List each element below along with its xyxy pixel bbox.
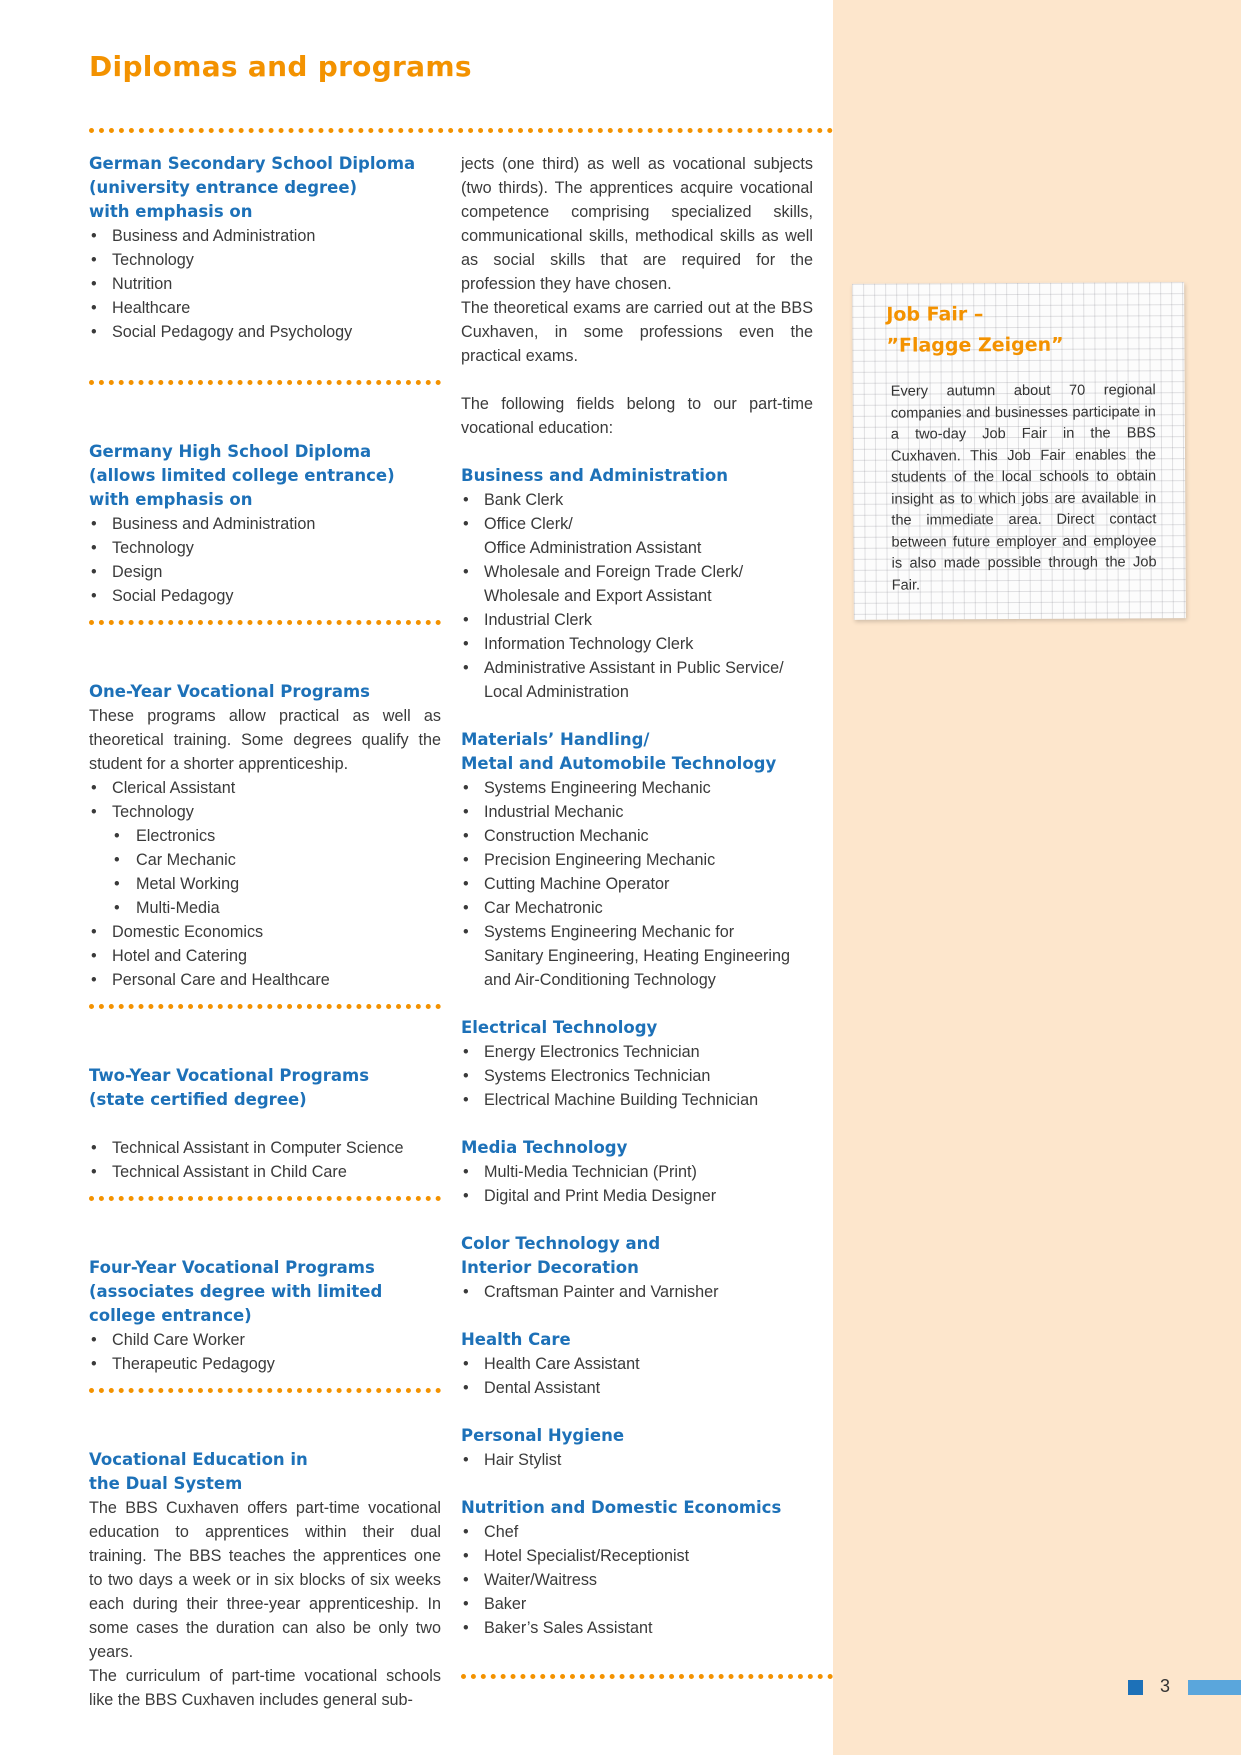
section-text: The curriculum of part-time vocational schools like the BBS Cuxhaven includes general sub- <box>89 1667 441 1709</box>
item-line: and Air-Conditioning Technology <box>484 971 716 989</box>
bullet-list <box>89 1136 441 1184</box>
list-item: • Design <box>89 560 441 584</box>
section-heading <box>89 1256 441 1328</box>
sub-bullet-list <box>89 824 441 920</box>
field-media <box>461 1136 813 1208</box>
page-number-marker <box>1128 1680 1143 1695</box>
page-number-bar <box>1188 1680 1241 1695</box>
list-item <box>461 632 813 656</box>
list-item <box>461 488 813 512</box>
list-item: • Technical Assistant in Child Care <box>89 1160 441 1184</box>
section-heading <box>89 1064 441 1112</box>
list-item: • Hotel and Catering <box>89 944 441 968</box>
bullet-list <box>461 1040 813 1112</box>
section-two-year-programs <box>89 1064 441 1184</box>
field-heading <box>461 728 813 776</box>
field-color <box>461 1232 813 1304</box>
bullet-list <box>461 1520 813 1640</box>
heading-line: Materials’ Handling/ <box>461 730 650 749</box>
item-line: • Administrative Assistant in Public Service/ <box>484 659 784 677</box>
field-heading: Health Care <box>461 1330 571 1349</box>
heading-line: Vocational Education in <box>89 1450 308 1469</box>
list-item: • Therapeutic Pedagogy <box>89 1352 441 1376</box>
list-item: • Digital and Print Media Designer <box>461 1184 813 1208</box>
item-line: • Systems Engineering Mechanic for <box>484 923 735 941</box>
field-materials <box>461 728 813 992</box>
list-item: • Technology <box>89 800 441 824</box>
list-item <box>461 608 813 632</box>
item-line: Wholesale and Export Assistant <box>484 587 712 605</box>
left-column <box>89 152 441 1712</box>
list-item: • Domestic Economics <box>89 920 441 944</box>
list-item: • Social Pedagogy <box>89 584 441 608</box>
list-item: • Systems Engineering Mechanic <box>461 776 813 800</box>
section-dual-system <box>89 1448 441 1712</box>
heading-line: (allows limited college entrance) <box>89 466 395 485</box>
field-hygiene <box>461 1424 813 1472</box>
job-fair-note <box>852 282 1186 620</box>
field-nutrition <box>461 1496 813 1640</box>
intro-text: jects (one third) as well as vocational subjects (two thirds). The apprentices acquire vocational competence comprising specialized skills, communicational skills, methodical skills as well as social skills that are required for the profession they have chosen. <box>461 155 813 293</box>
list-item: • Dental Assistant <box>461 1376 813 1400</box>
field-heading: Personal Hygiene <box>461 1426 625 1445</box>
list-item: • Energy Electronics Technician <box>461 1040 813 1064</box>
field-heading: Media Technology <box>461 1138 628 1157</box>
section-heading <box>89 1448 441 1496</box>
list-item: • Hair Stylist <box>461 1448 813 1472</box>
item-line: Office Administration Assistant <box>484 539 702 557</box>
bullet-list <box>461 1448 813 1472</box>
heading-line: college entrance) <box>89 1306 252 1325</box>
job-fair-text: Every autumn about 70 regional companies and businesses participate in a two-day Job Fair in the BBS Cuxhaven. This Job Fair enables the students of the local schools to obtain insight as to which jobs are available in the immediate area. Direct contact between future employer and employee is also made possible through the Job Fair. <box>890 382 1157 594</box>
bullet-list <box>461 1280 813 1304</box>
list-item: • Precision Engineering Mechanic <box>461 848 813 872</box>
list-item: • Child Care Worker <box>89 1328 441 1352</box>
item-line: Industrial Clerk <box>484 611 592 629</box>
list-item: • Baker <box>461 1592 813 1616</box>
section-high-school-diploma <box>89 440 441 608</box>
list-item: • Chef <box>461 1520 813 1544</box>
list-item: • Metal Working <box>89 872 441 896</box>
section-text: The BBS Cuxhaven offers part-time vocational education to apprentices within their dual training. The BBS teaches the apprentices one to two days a week or in six blocks of six weeks each during their three-year apprenticeship. In some cases the duration can also be only two years. <box>89 1499 441 1661</box>
list-item: • Electronics <box>89 824 441 848</box>
section-heading: One-Year Vocational Programs <box>89 682 370 701</box>
list-item <box>461 512 813 560</box>
middle-column <box>461 152 813 1640</box>
bullet-list <box>461 488 813 704</box>
divider-top <box>89 128 833 133</box>
heading-line: with emphasis on <box>89 490 253 509</box>
field-health <box>461 1328 813 1400</box>
list-item: • Technology <box>89 248 441 272</box>
list-item <box>461 920 813 992</box>
item-line: • Wholesale and Foreign Trade Clerk/ <box>484 563 744 581</box>
section-text: These programs allow practical as well as theoretical training. Some degrees qualify the student for a shorter apprenticeship. <box>89 707 441 773</box>
heading-line: Two-Year Vocational Programs <box>89 1066 370 1085</box>
list-item: • Electrical Machine Building Technician <box>461 1088 813 1112</box>
heading-line: with emphasis on <box>89 202 253 221</box>
bullet-list <box>89 920 441 992</box>
field-heading: Nutrition and Domestic Economics <box>461 1498 782 1517</box>
list-item: • Industrial Mechanic <box>461 800 813 824</box>
list-item: • Construction Mechanic <box>461 824 813 848</box>
heading-line: Four-Year Vocational Programs <box>89 1258 375 1277</box>
list-item: • Craftsman Painter and Varnisher <box>461 1280 813 1304</box>
bullet-list <box>461 776 813 992</box>
sidebar-background <box>833 0 1241 1755</box>
heading-line: Germany High School Diploma <box>89 442 372 461</box>
section-secondary-diploma <box>89 152 441 344</box>
list-item: • Health Care Assistant <box>461 1352 813 1376</box>
list-item: • Cutting Machine Operator <box>461 872 813 896</box>
field-heading: Business and Administration <box>461 466 728 485</box>
heading-line: (associates degree with limited <box>89 1282 383 1301</box>
list-item: • Social Pedagogy and Psychology <box>89 320 441 344</box>
list-item: • Car Mechatronic <box>461 896 813 920</box>
list-item: • Nutrition <box>89 272 441 296</box>
intro-text: The theoretical exams are carried out at the BBS Cuxhaven, in some professions even the practical exams. <box>461 299 813 365</box>
field-electrical <box>461 1016 813 1112</box>
section-four-year-programs <box>89 1256 441 1376</box>
item-line: • Office Clerk/ <box>484 515 573 533</box>
heading-line: the Dual System <box>89 1474 243 1493</box>
list-item <box>461 560 813 608</box>
item-line: Sanitary Engineering, Heating Engineering <box>484 947 790 965</box>
item-line: Information Technology Clerk <box>484 635 694 653</box>
list-item: • Technical Assistant in Computer Science <box>89 1136 441 1160</box>
list-item: • Multi-Media <box>89 896 441 920</box>
item-line: Bank Clerk <box>484 491 564 509</box>
bullet-list <box>89 512 441 608</box>
job-fair-title <box>886 298 1176 362</box>
heading-line: Color Technology and <box>461 1234 661 1253</box>
list-item: • Personal Care and Healthcare <box>89 968 441 992</box>
item-line: Local Administration <box>484 683 629 701</box>
list-item <box>461 656 813 704</box>
field-business <box>461 464 813 704</box>
title-line: ”Flagge Zeigen” <box>886 333 1064 357</box>
divider-bottom <box>461 1674 833 1679</box>
list-item: • Technology <box>89 536 441 560</box>
bullet-list <box>461 1352 813 1400</box>
list-item: • Healthcare <box>89 296 441 320</box>
list-item: • Business and Administration <box>89 224 441 248</box>
heading-line: (state certified degree) <box>89 1090 307 1109</box>
section-heading <box>89 440 441 512</box>
heading-line: Metal and Automobile Technology <box>461 754 777 773</box>
heading-line: Interior Decoration <box>461 1258 639 1277</box>
list-item: • Baker’s Sales Assistant <box>461 1616 813 1640</box>
field-heading <box>461 1232 813 1280</box>
page-number: 3 <box>1160 1676 1171 1696</box>
bullet-list <box>89 776 441 824</box>
list-item: • Car Mechanic <box>89 848 441 872</box>
field-heading: Electrical Technology <box>461 1018 658 1037</box>
heading-line: German Secondary School Diploma <box>89 154 416 173</box>
list-item: • Multi-Media Technician (Print) <box>461 1160 813 1184</box>
list-item: • Waiter/Waitress <box>461 1568 813 1592</box>
bullet-list <box>89 224 441 344</box>
list-item: • Hotel Specialist/Receptionist <box>461 1544 813 1568</box>
bullet-list <box>461 1160 813 1208</box>
bullet-list <box>89 1328 441 1376</box>
page-title: Diplomas and programs <box>89 50 472 83</box>
section-one-year-programs <box>89 680 441 992</box>
list-item: • Clerical Assistant <box>89 776 441 800</box>
intro-text: The following fields belong to our part-time vocational education: <box>461 395 813 437</box>
list-item: • Business and Administration <box>89 512 441 536</box>
section-heading <box>89 152 441 224</box>
title-line: Job Fair – <box>886 303 984 326</box>
heading-line: (university entrance degree) <box>89 178 358 197</box>
list-item: • Systems Electronics Technician <box>461 1064 813 1088</box>
